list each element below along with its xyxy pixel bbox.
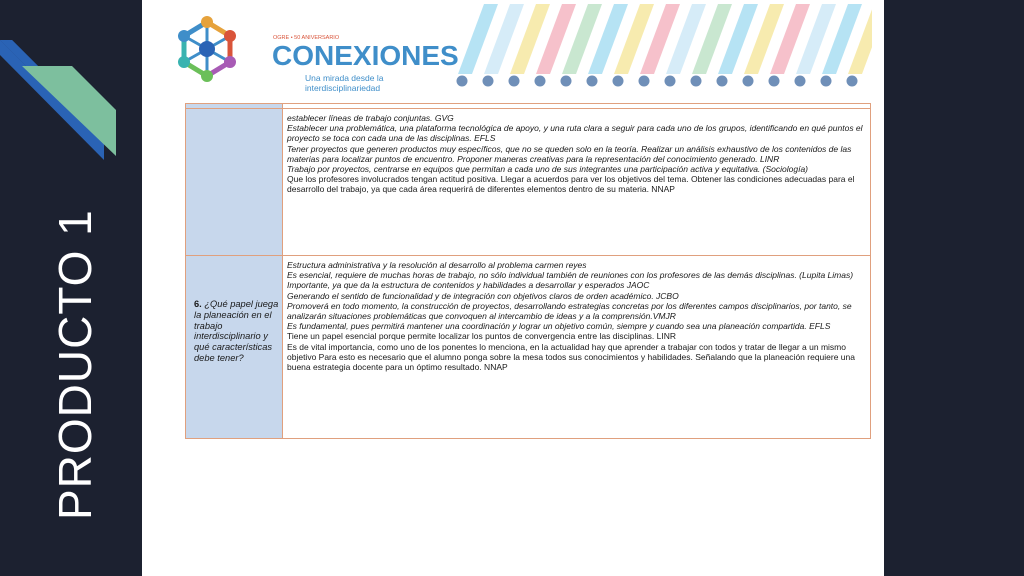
banner-dot — [639, 76, 650, 87]
slide-content — [142, 0, 884, 576]
logo-subtitle: Una mirada desde la interdisciplinariedad — [305, 73, 384, 93]
logo-title: CONEXIONES — [272, 40, 459, 71]
answers-row-1 — [287, 113, 865, 195]
banner-dot — [561, 76, 572, 87]
answer-text: Es de vital importancia, como uno de los ponentes lo menciona, en la actualidad hay que aprender a trabajar con todos y tratar de llegar a un mismo objetivo Para esto es necesario que el alumno ponga sobre la mesa todos sus conocimientos y habilidades. Señalando que la planeación requiere una buena estrategia docente para un óptimo resultado. NNAP — [287, 341, 855, 373]
hexagon-network-icon — [172, 14, 242, 84]
banner-dot — [457, 76, 468, 87]
slide-title: PRODUCTO 1 — [49, 209, 101, 520]
answer-text: Es esencial, requiere de muchas horas de trabajo, no sólo individual también de reuniones con los profesores de las demás disciplinas. (Lupita Limas) — [287, 270, 854, 281]
banner-dot — [717, 76, 728, 87]
banner-dot — [769, 76, 780, 87]
answers-row-2 — [287, 260, 865, 372]
green-stripe — [22, 66, 116, 156]
banner-dot — [535, 76, 546, 87]
right-panel — [884, 0, 1024, 576]
banner-dot — [691, 76, 702, 87]
logo-anniversary-text: OGRE • 50 ANIVERSARIO — [273, 35, 340, 41]
question-number: 6. — [194, 299, 202, 309]
answer-text: Promoverá en todo momento, la construcción de proyectos, desarrollando estrategias concretas por los diferentes campos disciplinarios, por tanto, se analizarán situaciones problemáticas que convoquen al intercambio de ideas y a la comprensión.VMJR — [287, 300, 852, 322]
answer-text: Establecer una problemática, una plataforma tecnológica de apoyo, y una ruta clara a seguir para cada uno de los grupos, identificando en qué puntos el proyecto se toca con cada una de las disciplinas. EFLS — [287, 123, 863, 144]
row-divider — [186, 108, 870, 109]
answer-text: Trabajo por proyectos, centrarse en equipos que permitan a cada uno de sus integrantes una participación activa y equitativa. (Sociología) — [287, 164, 809, 175]
answer-text: Es fundamental, pues permitirá mantener una coordinación y lograr un objetivo común, siempre y cuando sea una planeación compartida. EFLS — [287, 321, 831, 332]
answer-text: Importante, ya que da la estructura de contenidos y habilidades a desarrollar y esperados JAOC — [287, 280, 650, 291]
banner-dot — [613, 76, 624, 87]
responses-table — [185, 103, 871, 439]
banner-dot — [795, 76, 806, 87]
banner-dot — [743, 76, 754, 87]
row-divider — [186, 255, 870, 256]
answer-text: Tiene un papel esencial porque permite localizar los puntos de convergencia entre las disciplinas. LINR — [287, 331, 677, 342]
banner-dot — [587, 76, 598, 87]
banner-dot — [821, 76, 832, 87]
answer-text: Tener proyectos que generen productos muy específicos, que no se queden solo en la teoría. Realizar un análisis exhaustivo de los contenidos de las materias para localizar puntos de encuentro. Proponer maneras creativas para la representación del conocimiento generado. LINR — [287, 143, 852, 164]
left-sidebar — [0, 0, 142, 576]
answer-text: establecer líneas de trabajo conjuntas. GVG — [287, 113, 454, 123]
answer-text: Estructura administrativa y la resolución al desarrollo al problema carmen reyes — [287, 260, 587, 270]
corner-decoration — [0, 0, 142, 200]
decorative-banner — [452, 4, 872, 96]
banner-dot — [509, 76, 520, 87]
question-text: ¿Qué papel juega la planeación en el trabajo interdisciplinario y qué características debe tener? — [194, 299, 279, 363]
question-cell — [194, 299, 280, 364]
banner-dot — [665, 76, 676, 87]
conexiones-logo — [172, 14, 459, 93]
question-column — [186, 104, 283, 438]
banner-dot — [847, 76, 858, 87]
answer-text: Generando el sentido de funcionalidad y de integración con objetivos claros de orden académico. JCBO — [287, 290, 679, 301]
banner-dot — [483, 76, 494, 87]
answer-text: Que los profesores involucrados tengan actitud positiva. Llegar a acuerdos para ver los objetivos del tema. Obtener las condiciones adecuadas para el desarrollo del trabajo, ya que cada área requerirá de diferentes elementos dentro de su materia. NNAP — [287, 174, 855, 195]
